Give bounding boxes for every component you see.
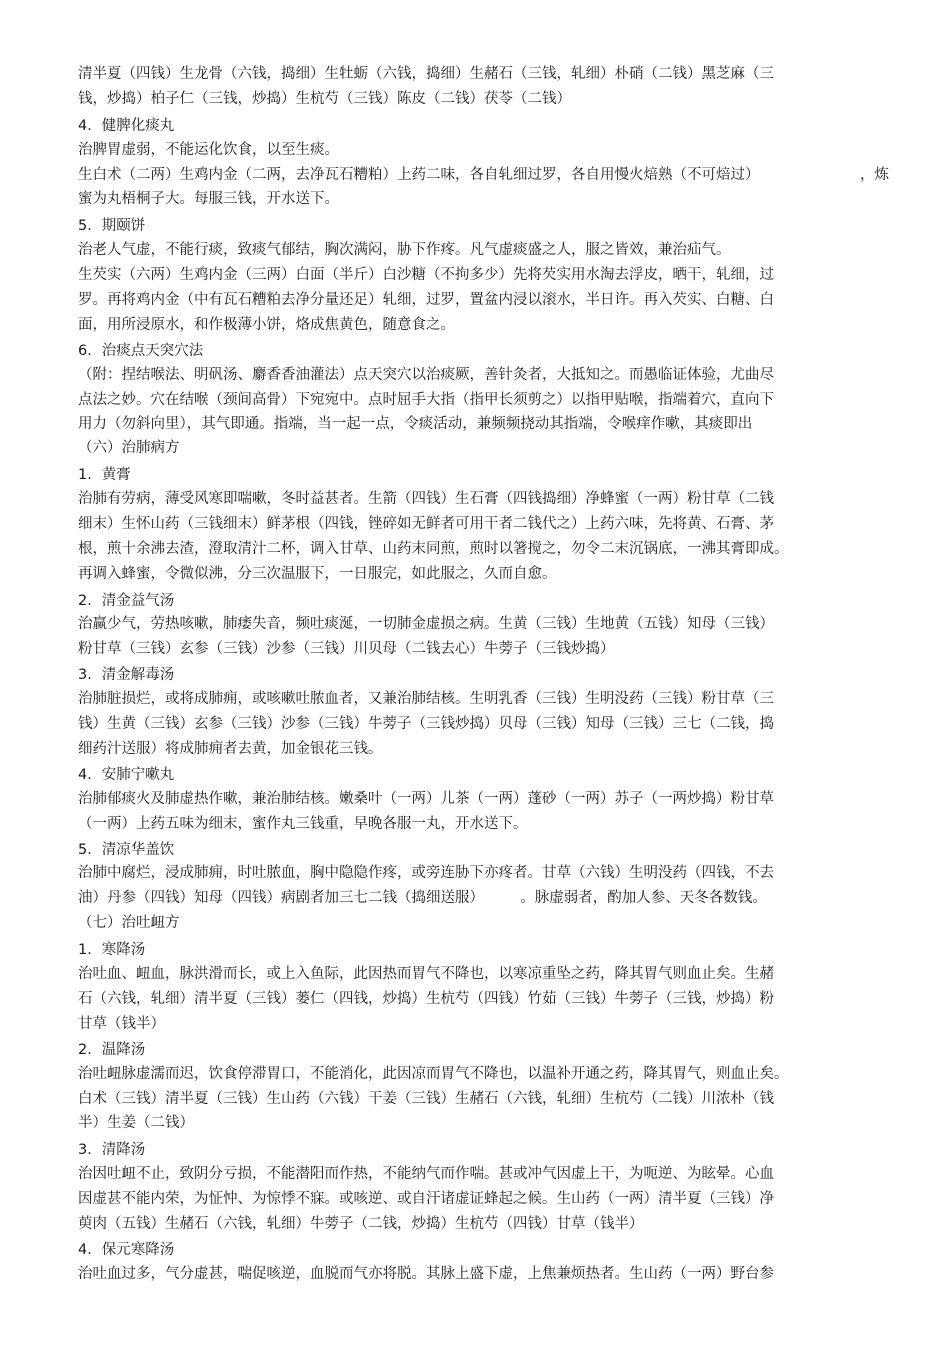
text-line: 蜜为丸梧桐子大。每服三钱，开水送下。	[78, 191, 339, 207]
text-line: （一两）上药五味为细末，蜜作丸三钱重，早晚各服一丸，开水送下。	[78, 816, 528, 832]
text-line: 再调入蜂蜜，令微似沸，分三次温服下，一日服完，如此服之，久而自愈。	[78, 566, 557, 582]
text-line: 治吐衄脉虚濡而迟，饮食停滞胃口，不能消化，此因凉而胃气不降也，以温补开通之药，降其胃气，则血止矣。	[78, 1066, 789, 1082]
text-line: 清半夏（四钱）生龙骨（六钱，捣细）生牡蛎（六钱，捣细）生赭石（三钱，轧细）朴硝（二钱）黑芝麻（三	[78, 66, 774, 82]
section-heading: 1．寒降汤	[78, 942, 146, 958]
text-line: 治肺中腐烂，浸成肺痈，时吐脓血，胸中隐隐作疼，或旁连胁下亦疼者。甘草（六钱）生明没药（四钱，不去	[78, 865, 774, 881]
text-line: 因虚甚不能内荣，为怔忡、为惊悸不寐。或咳逆、或自汗诸虚证蜂起之候。生山药（一两）清半夏（三钱）净	[78, 1191, 774, 1207]
chapter-heading: （七）治吐衄方	[78, 915, 180, 931]
section-heading: 2．清金益气汤	[78, 593, 175, 609]
section-heading: 3．清降汤	[78, 1142, 146, 1158]
text-line: （附：捏结喉法、明矾汤、麝香香油灌法）点天突穴以治痰厥，善针灸者，大抵知之。而愚临证体验，尤曲尽	[78, 367, 774, 383]
text-line: 钱）生黄（三钱）玄参（三钱）沙参（三钱）牛蒡子（三钱炒捣）贝母（三钱）知母（三钱）三七（二钱，捣	[78, 716, 774, 732]
section-heading: 4．健脾化痰丸	[78, 118, 175, 134]
section-heading: 5．清凉华盖饮	[78, 842, 175, 858]
section-heading: 4．保元寒降汤	[78, 1242, 175, 1258]
text-line: 白术（三钱）清半夏（三钱）生山药（六钱）干姜（三钱）生赭石（六钱，轧细）生杭芍（二钱）川浓朴（钱	[78, 1091, 774, 1107]
section-heading: 6．治痰点天突穴法	[78, 343, 204, 359]
chapter-heading: （六）治肺病方	[78, 440, 180, 456]
text-line: 粉甘草（三钱）玄参（三钱）沙参（三钱）川贝母（二钱去心）牛蒡子（三钱炒捣）	[78, 641, 615, 657]
section-heading: 5．期颐饼	[78, 218, 146, 234]
text-line: 治肺郁痰火及肺虚热作嗽，兼治肺结核。嫩桑叶（一两）儿茶（一两）蓬砂（一两）苏子（一两炒捣）粉甘草	[78, 791, 774, 807]
text-line: 细末）生怀山药（三钱细末）鲜茅根（四钱，锉碎如无鲜者可用干者二钱代之）上药六味，先将黄、石膏、茅	[78, 516, 774, 532]
text-line: 用力（勿斜向里），其气即通。指端，当一起一点，令痰活动，兼频频挠动其指端，令喉痒作嗽，其痰即出	[78, 416, 753, 432]
text-line: 生芡实（六两）生鸡内金（三两）白面（半斤）白沙糖（不拘多少）先将芡实用水淘去浮皮，晒干，轧细，过	[78, 267, 774, 283]
text-line: 治吐血过多，气分虚甚，喘促咳逆，血脱而气亦将脱。其脉上盛下虚，上焦兼烦热者。生山药（一两）野台参	[78, 1266, 774, 1282]
text-line: 钱，炒捣）柏子仁（三钱，炒捣）生杭芍（三钱）陈皮（二钱）茯苓（二钱）	[78, 91, 571, 107]
text-line: 油）丹参（四钱）知母（四钱）病剧者加三七二钱（捣细送服） 。脉虚弱者，酌加人参、天冬各数钱。	[78, 890, 767, 906]
text-line: 罗。再将鸡内金（中有瓦石糟粕去净分量还足）轧细，过罗，置盆内浸以滚水，半日许。再入芡实、白糖、白	[78, 292, 774, 308]
text-line: 治肺脏损烂，或将成肺痈，或咳嗽吐脓血者，又兼治肺结核。生明乳香（三钱）生明没药（三钱）粉甘草（三	[78, 691, 774, 707]
text-line: 甘草（钱半）	[78, 1016, 165, 1032]
text-line: 治老人气虚，不能行痰，致痰气郁结，胸次满闷，胁下作疼。凡气虚痰盛之人，服之皆效，兼治疝气。	[78, 242, 731, 258]
trailing-fragment: ，炼	[860, 167, 889, 183]
text-line: 生白术（二两）生鸡内金（二两，去净瓦石糟粕）上药二味，各自轧细过罗，各自用慢火焙熟（不可焙过）	[78, 167, 760, 183]
text-line: 石（六钱，轧细）清半夏（三钱）蒌仁（四钱，炒捣）生杭芍（四钱）竹茹（三钱）牛蒡子（三钱，炒捣）粉	[78, 991, 774, 1007]
text-line: 萸肉（五钱）生赭石（六钱，轧细）牛蒡子（二钱，炒捣）生杭芍（四钱）甘草（钱半）	[78, 1216, 644, 1232]
text-line: 治赢少气，劳热咳嗽，肺痿失音，频吐痰涎，一切肺金虚损之病。生黄（三钱）生地黄（五钱）知母（三钱）	[78, 616, 774, 632]
text-line: 治肺有劳病，薄受风寒即喘嗽，冬时益甚者。生箭（四钱）生石膏（四钱捣细）净蜂蜜（一两）粉甘草（二钱	[78, 491, 774, 507]
text-line: 点法之妙。穴在结喉（颈间高骨）下宛宛中。点时屈手大指（指甲长须剪之）以指甲贴喉，指端着穴，直向下	[78, 392, 774, 408]
section-heading: 4．安肺宁嗽丸	[78, 767, 175, 783]
text-line: 治脾胃虚弱，不能运化饮食，以至生痰。	[78, 142, 339, 158]
text-line: 半）生姜（二钱）	[78, 1115, 194, 1131]
text-line: 根，煎十余沸去渣，澄取清汁二杯，调入甘草、山药末同煎，煎时以箸搅之，勿令二末沉锅底，一沸其膏即成。	[78, 541, 789, 557]
section-heading: 3．清金解毒汤	[78, 667, 175, 683]
text-line: 细药汁送服）将成肺痈者去黄，加金银花三钱。	[78, 741, 383, 757]
section-heading: 2．温降汤	[78, 1042, 146, 1058]
section-heading: 1．黄膏	[78, 467, 131, 483]
text-line: 面，用所浸原水，和作极薄小饼，烙成焦黄色，随意食之。	[78, 317, 455, 333]
text-line: 治因吐衄不止，致阴分亏损，不能潜阳而作热，不能纳气而作喘。甚或冲气因虚上干，为呃逆、为眩晕。心血	[78, 1166, 774, 1182]
text-line: 治吐血、衄血，脉洪滑而长，或上入鱼际，此因热而胃气不降也，以寒凉重坠之药，降其胃气则血止矣。生赭	[78, 966, 774, 982]
